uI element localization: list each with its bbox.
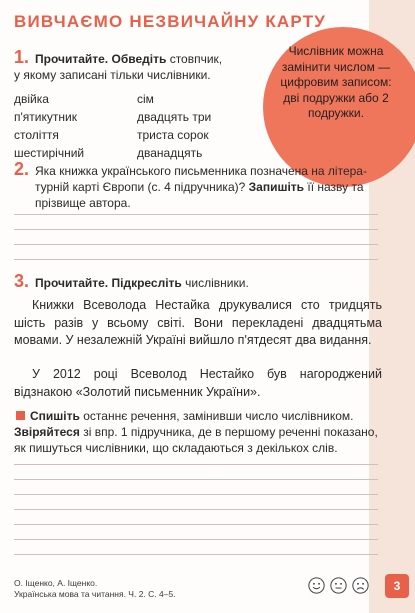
task-3-number: 3.: [14, 271, 30, 291]
answer-line[interactable]: [14, 524, 378, 525]
sad-face-icon[interactable]: [352, 577, 369, 594]
task-3-instruction: [35, 275, 335, 291]
neutral-face-icon[interactable]: [330, 577, 347, 594]
word-item: двадцять три: [137, 110, 212, 124]
page-number: 3: [385, 574, 409, 598]
answer-line[interactable]: [14, 259, 378, 260]
task-3-paragraph-2[interactable]: У 2012 році Всеволод Нестайко був нагороджений відзнакою «Золотий письменник України».: [14, 367, 382, 399]
word-item: двійка: [14, 92, 49, 106]
answer-line[interactable]: [14, 539, 378, 540]
word-item: триста сорок: [137, 128, 209, 142]
word-item: шестирічний: [14, 146, 85, 160]
task-1-instruction: [35, 51, 265, 67]
footer-credits: [14, 578, 176, 600]
task-3-paragraph-1[interactable]: Книжки Всеволода Нестайка друкувалися сто тридцять шість разів у всьому світі. Вони перекладені двадцятьма мовами. У незалежній Україні вийшло п'ятдесят два видання.: [14, 298, 382, 347]
task-1-verb-circle: Обведіть: [111, 52, 167, 66]
task-4-instruction: [14, 408, 382, 456]
task-2-instruction: [35, 163, 380, 211]
footer-authors: О. Іщенко, А. Іщенко.: [14, 578, 98, 588]
answer-line[interactable]: [14, 479, 378, 480]
task-3-verb-read: Прочитайте.: [35, 276, 109, 290]
word-item: століття: [14, 128, 59, 142]
task-1-rest: стовпчик,: [169, 52, 223, 66]
task-1-line2: у якому записані тільки числівники.: [14, 68, 211, 82]
word-item: дванадцять: [137, 146, 203, 160]
task-2-text-a: Яка книжка українського письменника позначена на літера-турній карті Європи (с. 4 підручника)?: [35, 164, 367, 194]
task-1-number: 1.: [14, 47, 30, 67]
answer-line[interactable]: [14, 244, 378, 245]
answer-line[interactable]: [14, 214, 378, 215]
answer-line[interactable]: [14, 509, 378, 510]
word-column-2[interactable]: [137, 90, 211, 162]
answer-line[interactable]: [14, 554, 378, 555]
word-item: сім: [137, 92, 154, 106]
note-text: Числівник можна замінити числом — цифровим записом: дві подружки або 2 подружки.: [280, 44, 392, 120]
task-1-verb-read: Прочитайте.: [35, 52, 109, 66]
answer-line[interactable]: [14, 494, 378, 495]
task-4-text-a: останнє речення, замінивши число числівником.: [83, 409, 354, 423]
footer-book: Українська мова та читання. Ч. 2. С. 4–5.: [14, 589, 176, 599]
task-3-rest: числівники.: [185, 276, 249, 290]
smile-icon[interactable]: [308, 577, 325, 594]
page-title: ВИВЧАЄМО НЕЗВИЧАЙНУ КАРТУ: [14, 12, 327, 31]
task-4-verb-check: Звіряйтеся: [14, 425, 80, 439]
answer-line[interactable]: [14, 464, 378, 465]
task-2-text-b: її назву та прізвище автора.: [35, 180, 364, 210]
task-4-verb-copy: Спишіть: [30, 409, 80, 423]
answer-line[interactable]: [14, 229, 378, 230]
task-2-verb-write: Запишіть: [248, 180, 305, 194]
task-4-text-b: зі впр. 1 підручника, де в першому реченні показано, як пишуться числівники, що складаються з декількох слів.: [14, 425, 378, 455]
word-item: п'ятикутник: [14, 110, 77, 124]
word-column-1[interactable]: [14, 90, 84, 162]
task-2-number: 2.: [14, 159, 30, 179]
task-3-verb-underline: Підкресліть: [111, 276, 182, 290]
